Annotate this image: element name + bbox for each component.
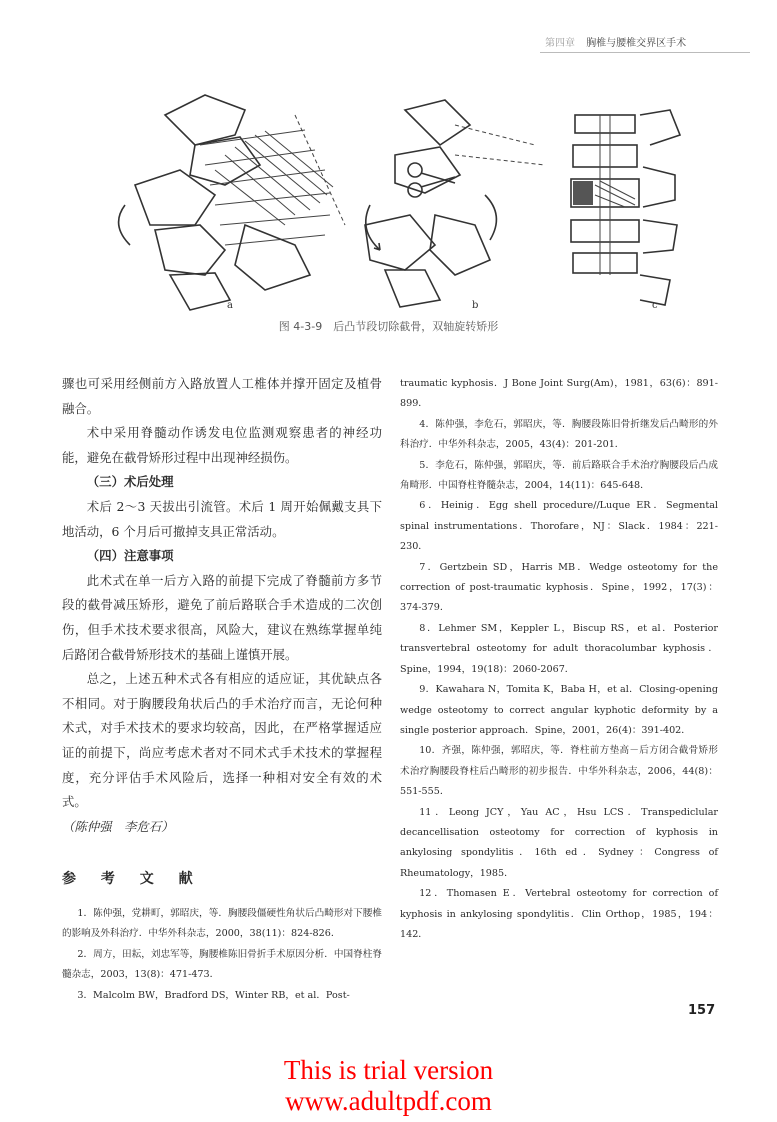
sublabel-a: a bbox=[227, 300, 233, 311]
section-heading: （三）术后处理 bbox=[86, 474, 174, 490]
reference-item: 4．陈仲强，李危石，郭昭庆，等．胸腰段陈旧骨折继发后凸畸形的外科治疗．中华外科杂志，2005，43(4)：201-201． bbox=[400, 418, 718, 451]
sublabel-b: b bbox=[472, 300, 479, 311]
figure-caption: 图 4-3-9 后凸节段切除截骨，双轴旋转矫形 bbox=[278, 320, 499, 333]
section-heading: （四）注意事项 bbox=[86, 548, 174, 564]
panel-a-drawing bbox=[119, 95, 345, 310]
panel-c-drawing bbox=[571, 110, 680, 305]
panel-b-drawing bbox=[365, 100, 545, 307]
paragraph: 术后 2～3 天拔出引流管。术后 1 周开始佩戴支具下地活动，6 个月后可撤掉支具正常活动。 bbox=[62, 498, 382, 539]
reference-item: 11．Leong JCY，Yau AC，Hsu LCS．Transpediclular decancellisation osteotomy for correction of kyphosis in ankylosing spondylitis．16th ed．Sydney：Congress of Rheumatology，1985． bbox=[400, 806, 718, 879]
reference-item: 1．陈仲强，党耕町，郭昭庆，等．胸腰段僵硬性角状后凸畸形对下腰椎的影响及外科治疗．中华外科杂志，2000，38(11)：824-826． bbox=[62, 907, 382, 940]
reference-item: 3．Malcolm BW，Bradford DS，Winter RB，et al．Post- bbox=[77, 989, 350, 1001]
chapter-label: 第四章 bbox=[545, 38, 575, 49]
references-title: 参 考 文 献 bbox=[62, 871, 203, 888]
right-column bbox=[400, 374, 718, 945]
paragraph: 总之，上述五种术式各有相应的适应证，其优缺点各不相同。对于胸腰段角状后凸的手术治疗而言，无论何种术式，对手术技术的要求均较高，因此，在严格掌握适应证的前提下，尚应考虑术者对不同术式手术技术的掌握程度，充分评估手术风险后，选择一种相对安全有效的术式。 bbox=[62, 671, 382, 810]
left-column bbox=[62, 372, 382, 1006]
author-signature: （陈仲强 李危石） bbox=[62, 818, 174, 834]
page-number: 157 bbox=[688, 1003, 716, 1018]
running-head bbox=[545, 34, 745, 49]
reference-item: 5．李危石，陈仲强，郭昭庆，等．前后路联合手术治疗胸腰段后凸成角畸形．中国脊柱脊髓杂志，2004，14(11)：645-648． bbox=[400, 459, 718, 492]
reference-item: 9．Kawahara N，Tomita K，Baba H，et al．Closing-opening wedge osteotomy to correct angular kyphotic deformity by a single posterior approach．Spine，2001，26(4)：391-402． bbox=[400, 684, 718, 736]
paragraph: 此术式在单一后方入路的前提下完成了脊髓前方多节段的截骨减压矫形，避免了前后路联合手术造成的二次创伤，但手术技术要求很高，风险大，建议在熟练掌握单纯后路闭合截骨矫形技术的基础上谨慎开展。 bbox=[62, 572, 382, 662]
paragraph: 骤也可采用经侧前方入路放置人工椎体并撑开固定及植骨融合。 bbox=[62, 376, 382, 416]
reference-item: 7．Gertzbein SD，Harris MB．Wedge osteotomy for the correction of post-traumatic kyphosis．Spine，1992，17(3)：374-379． bbox=[400, 561, 718, 614]
reference-item: 12．Thomasen E．Vertebral osteotomy for correction of kyphosis in ankylosing spondylitis．Clin Orthop，1985，194：142． bbox=[400, 888, 718, 940]
paragraph: 术中采用脊髓动作诱发电位监测观察患者的神经功能，避免在截骨矫形过程中出现神经损伤。 bbox=[62, 425, 382, 465]
figure-illustration bbox=[95, 75, 695, 315]
sublabel-c: c bbox=[652, 300, 658, 311]
reference-item: 6．Heinig．Egg shell procedure//Luque ER．Segmental spinal instrumentations．Thorofare，NJ：Slack．1984：221-230． bbox=[400, 500, 718, 553]
trial-watermark-link[interactable]: www.adultpdf.com bbox=[285, 1086, 492, 1116]
reference-item: 10．齐强，陈仲强，郭昭庆，等．脊柱前方垫高－后方闭合截骨矫形术治疗胸腰段脊柱后凸畸形的初步报告．中华外科杂志，2006，44(8)：551-555． bbox=[400, 745, 718, 798]
header-rule bbox=[540, 52, 750, 53]
reference-item: traumatic kyphosis．J Bone Joint Surg(Am)，1981，63(6)：891-899． bbox=[400, 378, 718, 410]
chapter-title: 胸椎与腰椎交界区手术 bbox=[586, 38, 687, 49]
reference-item: 8．Lehmer SM，Keppler L，Biscup RS，et al．Posterior transvertebral osteotomy for adult thoracolumbar kyphosis．Spine，1994，19(18)：2060-2067． bbox=[400, 622, 718, 675]
figure-spine-osteotomy bbox=[95, 75, 695, 315]
reference-item: 2．周方，田耘，刘忠军等，胸腰椎陈旧骨折手术原因分析．中国脊柱脊髓杂志，2003，13(8)：471-473． bbox=[62, 948, 382, 981]
trial-watermark-line1: This is trial version bbox=[283, 1055, 494, 1085]
